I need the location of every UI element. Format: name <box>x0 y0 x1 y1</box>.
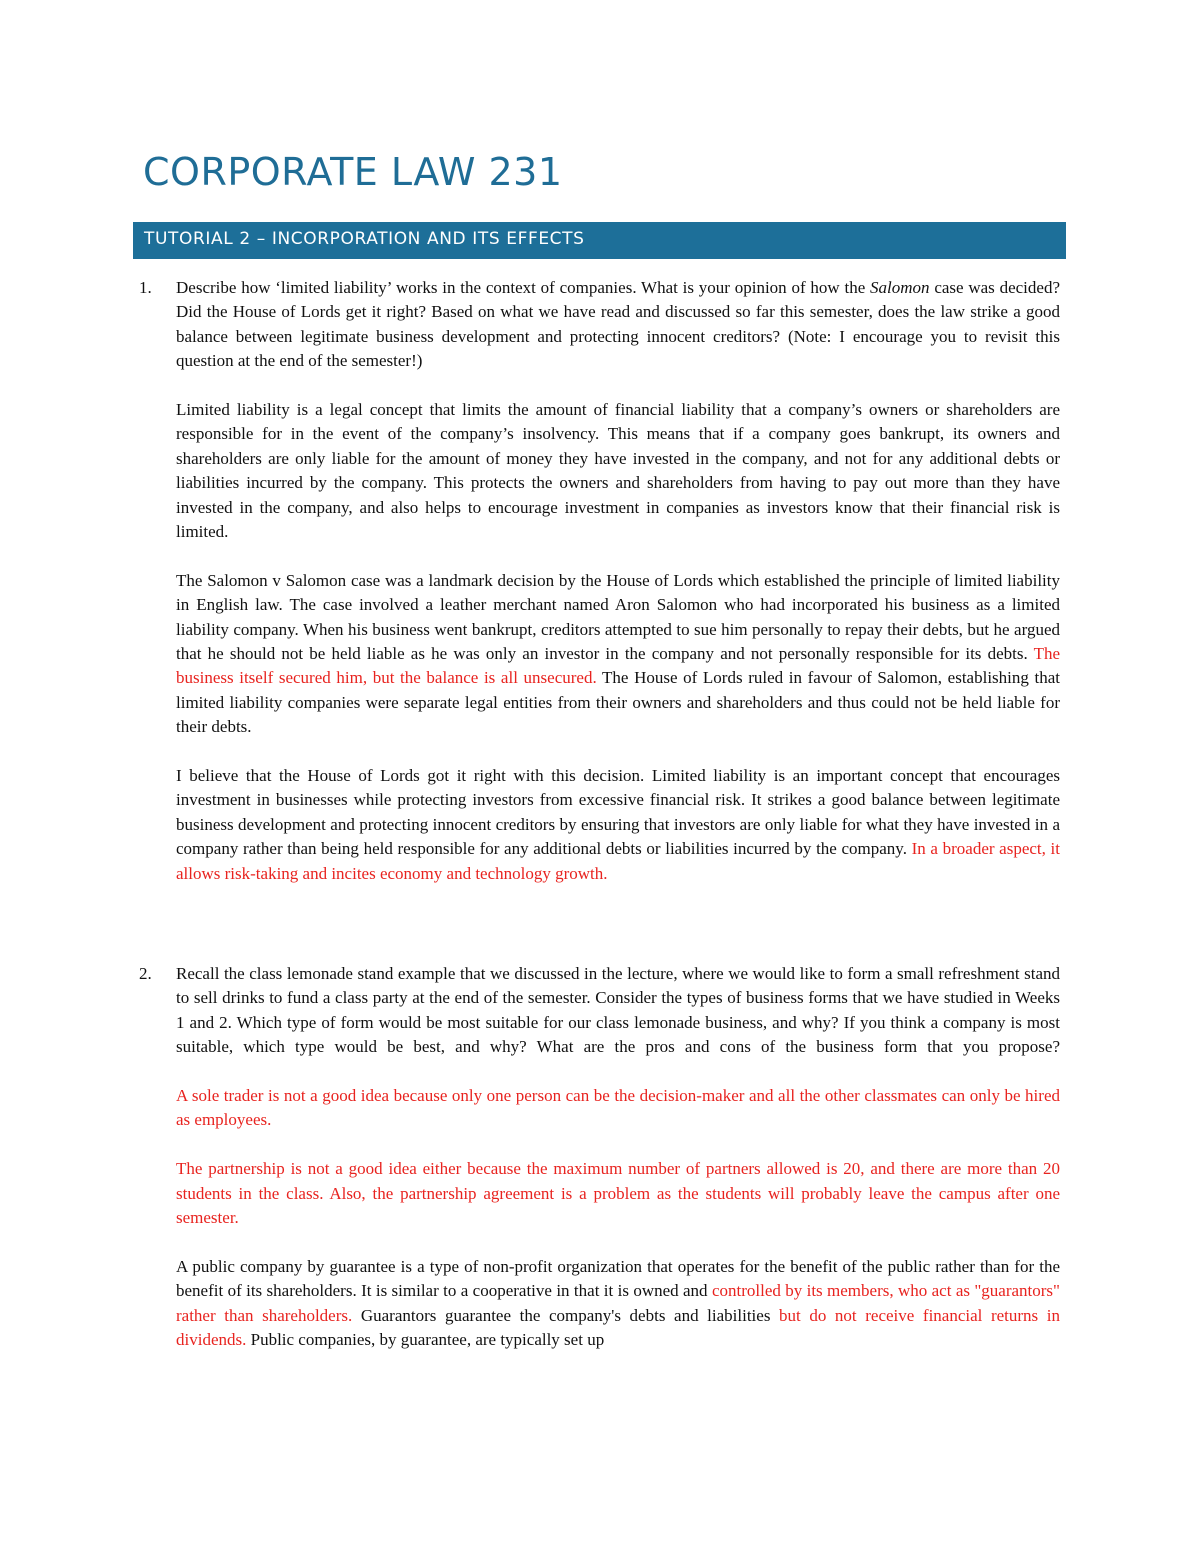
highlighted-answer: A sole trader is not a good idea because only one person can be the decision-maker and all the other classmates can only be hired as employees. <box>176 1086 1060 1130</box>
highlighted-comment: but do not receive financial returns in dividends. <box>176 1305 1060 1350</box>
question-1 <box>139 276 1061 886</box>
answer-paragraph: The Salomon v Salomon case was a landmark decision by the House of Lords which established the principle of limited liability in English law. The case involved a leather merchant named Aron Salomon who had incorporated his business as a limited liability company. When his business went bankrupt, creditors attempted to sue him personally to repay their debts, but he argued that he should not be held liable as he was only an investor in the company and not personally responsible for its debts. The business itself secured him, but the balance is all unsecured. The House of Lords ruled in favour of Salomon, establishing that limited liability companies were separate legal entities from their owners and shareholders and thus could not be held liable for their debts. <box>176 570 1061 737</box>
highlighted-comment: The business itself secured him, but the balance is all unsecured. <box>176 644 1060 688</box>
question-prompt: Recall the class lemonade stand example that we discussed in the lecture, where we would like to form a small refreshment stand to sell drinks to fund a class party at the end of the semester. Consider the types of business forms that we have studied in Weeks 1 and 2. Which type of form would be most suitable for our class lemonade business, and why? If you think a company is most suitable, which type would be best, and why? What are the pros and cons of the business form that you propose? <box>176 964 1060 1057</box>
case-name: Salomon <box>870 278 930 297</box>
section-banner-text: TUTORIAL 2 – INCORPORATION AND ITS EFFECTS <box>144 229 585 249</box>
question-prompt: Describe how ‘limited liability’ works in the context of companies. What is your opinion of how the Salomon case was decided? Did the House of Lords get it right? Based on what we have read and discussed so far this semester, does the law strike a good balance between legitimate business development and protecting innocent creditors? (Note: I encourage you to revisit this question at the end of the semester!) <box>176 278 1060 371</box>
question-number: 1. <box>139 278 152 297</box>
highlighted-comment: controlled by its members, who act as "guarantors" rather than shareholders. <box>176 1281 1060 1325</box>
document-title: CORPORATE LAW 231 <box>143 150 563 194</box>
answer-paragraph: Limited liability is a legal concept that limits the amount of financial liability that a company’s owners or shareholders are responsible for in the event of the company’s insolvency. This means that if a company goes bankrupt, its owners and shareholders are only liable for the amount of money they have invested in the company, and not for any additional debts or liabilities incurred by the company. This protects the owners and shareholders from having to pay out more than they have invested in the company, and also helps to encourage investment in companies as investors know that their financial risk is limited. <box>176 400 1060 542</box>
answer-paragraph: A public company by guarantee is a type of non-profit organization that operates for the benefit of the public rather than for the benefit of its shareholders. It is similar to a cooperative in that it is owned and controlled by its members, who act as "guarantors" rather than shareholders. Guarantors guarantee the company's debts and liabilities but do not receive financial returns in dividends. Public companies, by guarantee, are typically set up <box>176 1256 1060 1350</box>
highlighted-answer: The partnership is not a good idea either because the maximum number of partners allowed is 20, and there are more than 20 students in the class. Also, the partnership agreement is a problem as the students will probably leave the campus after one semester. <box>176 1159 1060 1228</box>
question-number: 2. <box>139 964 152 983</box>
section-banner <box>133 222 1066 259</box>
highlighted-comment: In a broader aspect, it allows risk-taking and incites economy and technology growth. <box>176 839 1060 883</box>
answer-paragraph: I believe that the House of Lords got it right with this decision. Limited liability is an important concept that encourages investment in businesses while protecting investors from excessive financial risk. It strikes a good balance between legitimate business development and protecting innocent creditors by ensuring that investors are only liable for what they have invested in a company rather than being held responsible for any additional debts or liabilities incurred by the company. In a broader aspect, it allows risk-taking and incites economy and technology growth. <box>176 766 1060 883</box>
question-2 <box>139 962 1060 1352</box>
